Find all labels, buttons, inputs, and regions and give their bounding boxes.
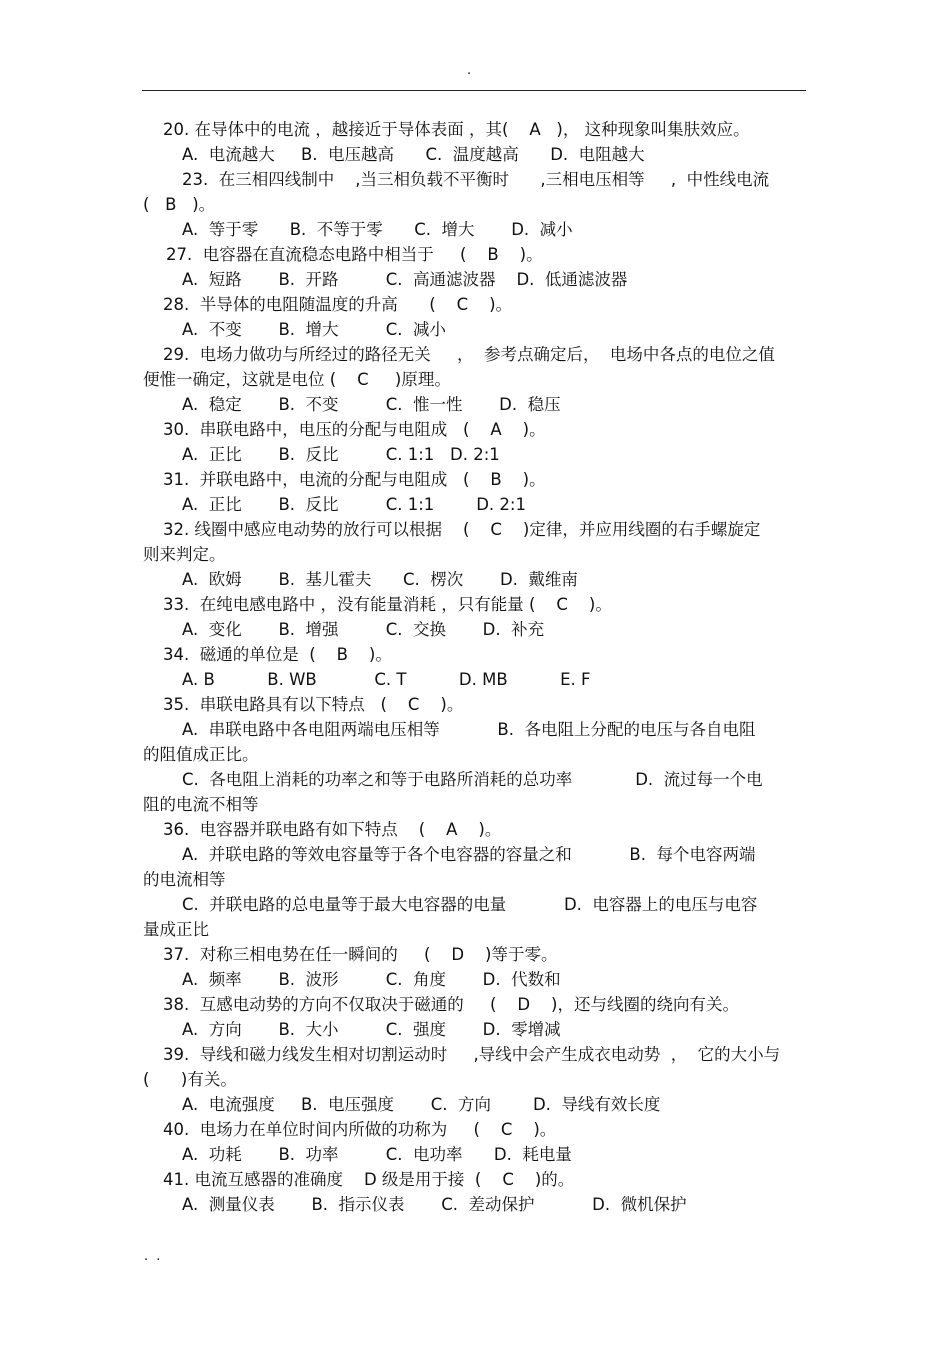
text-line: A. 等于零 B. 不等于零 C. 增大 D. 减小 <box>182 220 573 239</box>
text-line: 便惟一确定，这就是电位 ( C )原理。 <box>143 370 451 389</box>
text-line: A. 正比 B. 反比 C. 1:1 D. 2:1 <box>182 445 500 464</box>
text-line: C. 各电阻上消耗的功率之和等于电路所消耗的总功率 D. 流过每一个电 <box>182 770 763 789</box>
text-line: 27. 电容器在直流稳态电路中相当于 ( B )。 <box>166 245 543 264</box>
text-line: A. 电流越大 B. 电压越高 C. 温度越高 D. 电阻越大 <box>182 145 645 164</box>
text-line: 38. 互感电动势的方向不仅取决于磁通的 ( D )，还与线圈的绕向有关。 <box>163 995 739 1014</box>
text-line: A. 正比 B. 反比 C. 1:1 D. 2:1 <box>182 495 526 514</box>
text-line: A. 不变 B. 增大 C. 减小 <box>182 320 446 339</box>
text-line: 的电流相等 <box>143 870 226 889</box>
text-line: A. 功耗 B. 功率 C. 电功率 D. 耗电量 <box>182 1145 572 1164</box>
text-line: A. 频率 B. 波形 C. 角度 D. 代数和 <box>182 970 561 989</box>
text-line: 37. 对称三相电势在任一瞬间的 ( D )等于零。 <box>163 945 558 964</box>
text-line: 的阻值成正比。 <box>143 745 259 764</box>
text-line: A. 稳定 B. 不变 C. 惟一性 D. 稳压 <box>182 395 561 414</box>
text-line: 32. 线圈中感应电动势的放行可以根据 ( C )定律，并应用线圈的右手螺旋定 <box>163 520 761 539</box>
text-line: A. 变化 B. 增强 C. 交换 D. 补充 <box>182 620 545 639</box>
text-line: A. 串联电路中各电阻两端电压相等 B. 各电阻上分配的电压与各自电阻 <box>182 720 756 739</box>
text-line: C. 并联电路的总电量等于最大电容器的电量 D. 电容器上的电压与电容 <box>182 895 758 914</box>
text-line: A. 测量仪表 B. 指示仪表 C. 差动保护 D. 微机保护 <box>182 1195 687 1214</box>
text-line: 33. 在纯电感电路中 ，没有能量消耗 ，只有能量 ( C )。 <box>163 595 612 614</box>
footer-mark: . . <box>144 1249 163 1264</box>
text-line: 阻的电流不相等 <box>143 795 259 814</box>
text-line: 41. 电流互感器的准确度 D 级是用于接 ( C )的。 <box>163 1170 575 1189</box>
text-line: A. 电流强度 B. 电压强度 C. 方向 D. 导线有效长度 <box>182 1095 661 1114</box>
text-line: 29. 电场力做功与所经过的路径无关 ， 参考点确定后， 电场中各点的电位之值 <box>163 345 775 364</box>
text-line: A. 并联电路的等效电容量等于各个电容器的容量之和 B. 每个电容两端 <box>182 845 756 864</box>
text-line: A. 短路 B. 开路 C. 高通滤波器 D. 低通滤波器 <box>182 270 628 289</box>
text-line: 28. 半导体的电阻随温度的升高 ( C )。 <box>163 295 513 314</box>
text-line: 23. 在三相四线制中 ,当三相负载不平衡时 ,三相电压相等 , 中性线电流 <box>182 170 770 189</box>
text-line: 35. 串联电路具有以下特点 ( C )。 <box>163 695 464 714</box>
text-line: 40. 电场力在单位时间内所做的功称为 ( C )。 <box>163 1120 557 1139</box>
text-line: 34. 磁通的单位是 ( B )。 <box>163 645 392 664</box>
text-line: 则来判定。 <box>143 545 226 564</box>
text-line: A. B B. WB C. T D. MB E. F <box>182 670 591 689</box>
text-line: 20. 在导体中的电流 ，越接近于导体表面 ，其( A )， 这种现象叫集肤效应。 <box>163 120 750 139</box>
text-line: 量成正比 <box>143 920 209 939</box>
text-line: A. 欧姆 B. 基儿霍夫 C. 楞次 D. 戴维南 <box>182 570 578 589</box>
text-line: 30. 串联电路中，电压的分配与电阻成 ( A )。 <box>163 420 546 439</box>
text-line: ( )有关。 <box>143 1070 237 1089</box>
text-line: 39. 导线和磁力线发生相对切割运动时 ,导线中会产生成衣电动势 ， 它的大小与 <box>163 1045 781 1064</box>
text-line: A. 方向 B. 大小 C. 强度 D. 零增减 <box>182 1020 561 1039</box>
text-line: ( B )。 <box>143 195 216 214</box>
text-line: 36. 电容器并联电路有如下特点 ( A )。 <box>163 820 502 839</box>
text-line: 31. 并联电路中，电流的分配与电阻成 ( B )。 <box>163 470 546 489</box>
header-mark: . <box>467 63 472 78</box>
header-rule <box>142 90 806 91</box>
